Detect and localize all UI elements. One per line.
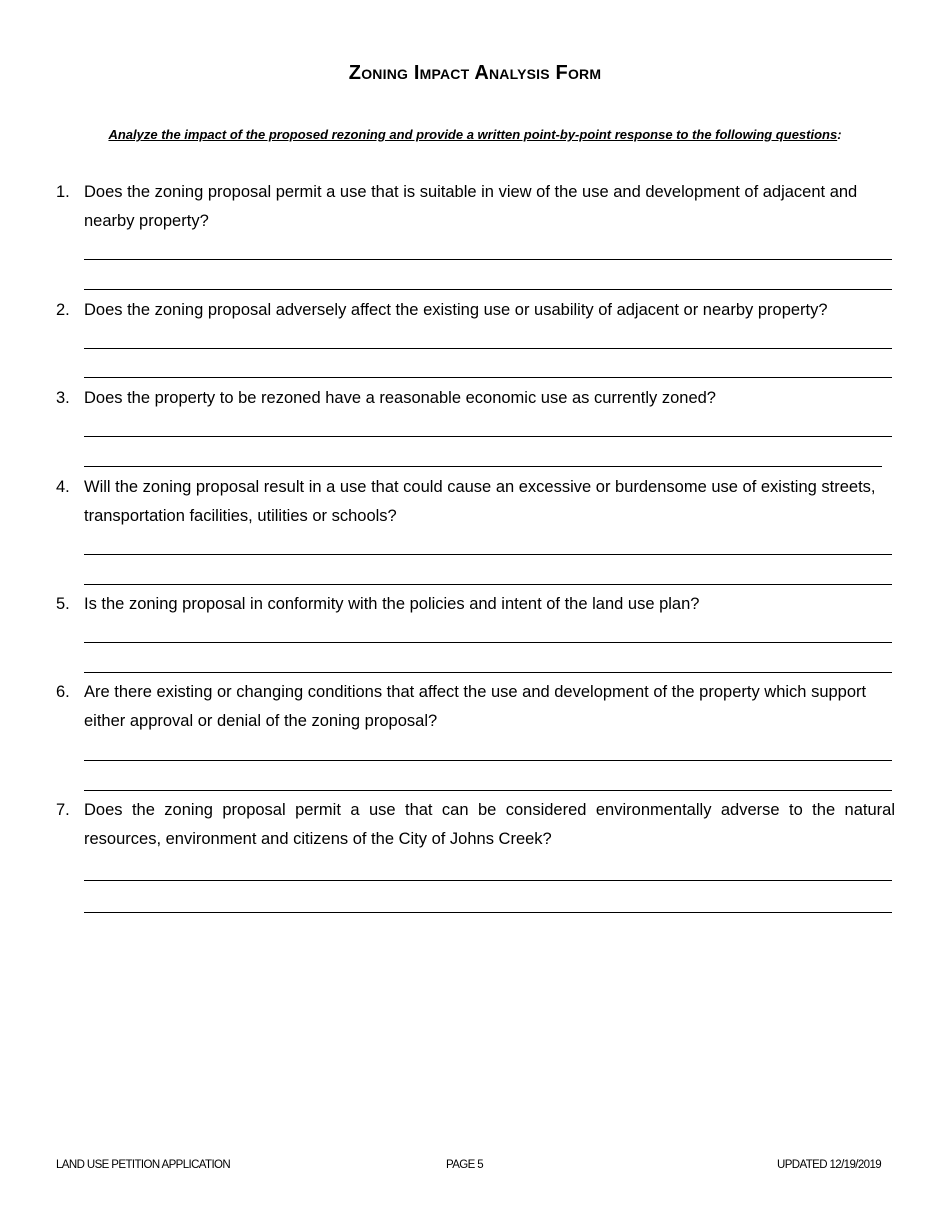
- answer-line[interactable]: [84, 880, 892, 881]
- question-number: 3.: [56, 389, 70, 407]
- instruction-text: [0, 127, 950, 142]
- answer-line[interactable]: [84, 289, 892, 290]
- question-3: [56, 384, 895, 413]
- question-6: [56, 678, 895, 736]
- footer-page-number: PAGE 5: [446, 1159, 484, 1171]
- answer-line[interactable]: [84, 790, 892, 791]
- footer-updated-date: UPDATED 12/19/2019: [777, 1159, 882, 1171]
- question-text: Are there existing or changing conditions that affect the use and development of the property which support either approval or denial of the zoning proposal?: [84, 683, 867, 730]
- instruction-underlined: Analyze the impact of the proposed rezoning and provide a written point-by-point response to the following questions: [108, 127, 838, 142]
- question-number: 2.: [56, 301, 70, 319]
- question-number: 1.: [56, 183, 70, 201]
- question-number: 6.: [56, 683, 70, 701]
- question-number: 5.: [56, 595, 70, 613]
- question-text: Does the zoning proposal permit a use that is suitable in view of the use and development of adjacent and nearby property?: [84, 183, 858, 230]
- instruction-colon: :: [837, 127, 842, 142]
- answer-line[interactable]: [84, 377, 892, 378]
- question-5: [56, 590, 895, 619]
- question-text: Does the zoning proposal adversely affect the existing use or usability of adjacent or nearby property?: [84, 301, 828, 319]
- answer-line[interactable]: [84, 466, 882, 467]
- question-1: [56, 178, 895, 236]
- form-title: Zoning Impact Analysis Form: [348, 62, 602, 84]
- answer-line[interactable]: [84, 348, 892, 349]
- answer-line[interactable]: [84, 760, 892, 761]
- answer-line[interactable]: [84, 436, 892, 437]
- question-text: Is the zoning proposal in conformity with the policies and intent of the land use plan?: [84, 595, 700, 613]
- question-4: [56, 473, 895, 531]
- question-text: Will the zoning proposal result in a use that could cause an excessive or burdensome use of existing streets, transportation facilities, utilities or schools?: [84, 478, 876, 525]
- answer-line[interactable]: [84, 642, 892, 643]
- question-number: 7.: [56, 801, 70, 819]
- question-2: [56, 296, 895, 325]
- question-text: Does the zoning proposal permit a use that can be considered environmentally adverse to the natural resources, environment and citizens of the City of Johns Creek?: [84, 801, 895, 848]
- answer-line[interactable]: [84, 584, 892, 585]
- question-7: [56, 796, 895, 854]
- answer-line[interactable]: [84, 672, 892, 673]
- answer-line[interactable]: [84, 554, 892, 555]
- answer-line[interactable]: [84, 259, 892, 260]
- footer-form-name: LAND USE PETITION APPLICATION: [56, 1159, 231, 1171]
- question-number: 4.: [56, 478, 70, 496]
- question-text: Does the property to be rezoned have a reasonable economic use as currently zoned?: [84, 389, 716, 407]
- answer-line[interactable]: [84, 912, 892, 913]
